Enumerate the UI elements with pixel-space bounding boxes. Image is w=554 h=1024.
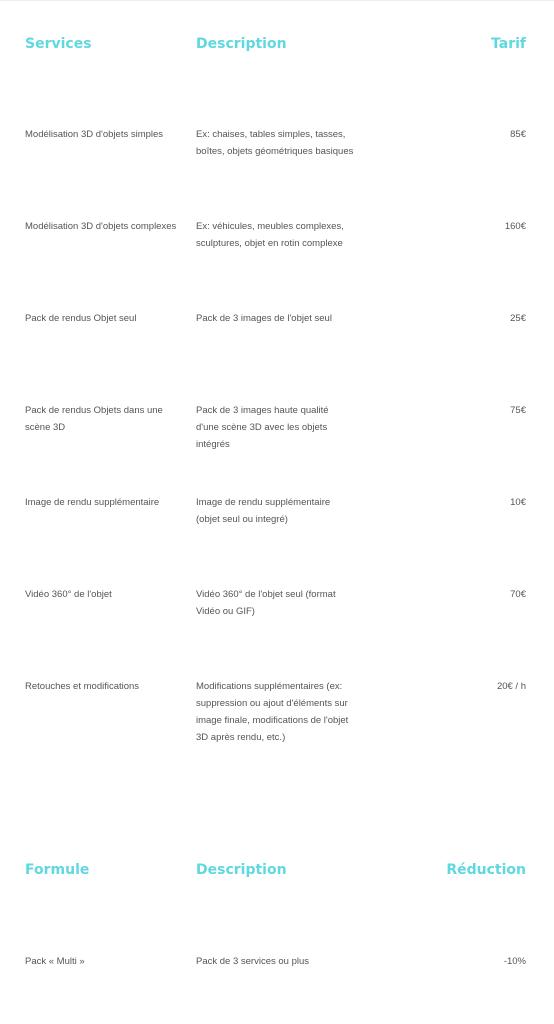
row-price: 10€ [510,497,526,508]
row-price: 25€ [510,313,526,324]
row-description: Pack de 3 services ou plus [196,956,310,967]
row-price: 160€ [504,221,526,232]
header-price: Tarif [491,36,526,52]
row-service: Modélisation 3D d'objets complexes [25,221,177,232]
header-formula: Formule [25,862,90,878]
row-price: 75€ [510,405,526,416]
row-service: Image de rendu supplémentaire [25,497,160,508]
row-price: 20€ / h [496,681,526,692]
row-service: Modélisation 3D d'objets simples [25,129,164,140]
row-service: Pack de rendus Objets dans une scène 3D [25,405,163,433]
row-service: Vidéo 360° de l'objet [25,589,112,600]
header-description: Description [196,36,287,52]
header-services: Services [25,36,92,52]
row-discount: -10% [503,956,526,967]
row-description: Pack de 3 images haute qualité d'une scène 3D avec les objets intégrés [196,405,329,450]
row-description: Ex: véhicules, meubles complexes, sculptures, objet en rotin complexe [196,221,344,249]
row-service: Pack de rendus Objet seul [25,313,137,324]
header-description: Description [196,862,287,878]
row-formula: Pack « Multi » [25,956,85,967]
row-description: Pack de 3 images de l'objet seul [196,313,332,324]
header-discount: Réduction [446,862,526,878]
row-price: 85€ [510,129,526,140]
row-service: Retouches et modifications [25,681,140,692]
row-description: Vidéo 360° de l'objet seul (format Vidéo ou GIF) [196,589,336,617]
top-divider [0,0,554,1]
row-description: Modifications supplémentaires (ex: suppression ou ajout d'éléments sur image finale, modifications de l'objet 3D après rendu, etc.) [196,681,349,743]
row-price: 70€ [510,589,526,600]
row-description: Image de rendu supplémentaire (objet seul ou integré) [196,497,331,525]
row-description: Ex: chaises, tables simples, tasses, boîtes, objets géométriques basiques [196,129,354,157]
